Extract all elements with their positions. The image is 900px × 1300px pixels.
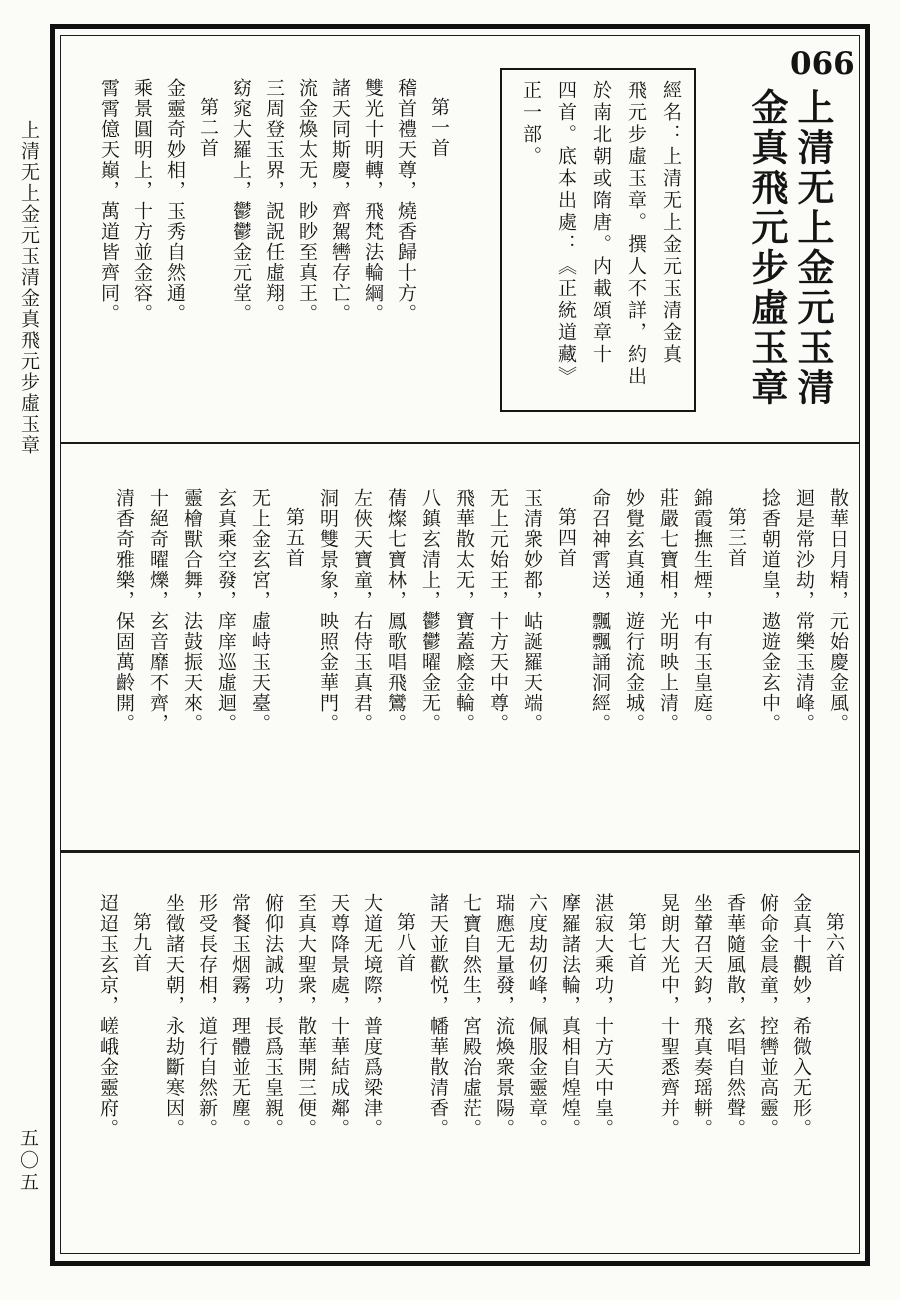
margin-running-title: 上清无上金元玉清金真飛元步虛玉章 (18, 120, 40, 456)
text-column: 三周登玉界，詋詋任虛翔。 (263, 78, 285, 324)
poem-header: 第八首 (394, 912, 416, 974)
scripture-title (744, 88, 836, 428)
text-column: 金真十觀妙，希微入无形。 (790, 893, 812, 1139)
text-column: 无上元始王，十方天中尊。 (487, 488, 509, 734)
poem-header: 第一首 (428, 97, 450, 159)
abstract-box (500, 68, 696, 412)
text-column: 常餐玉烟霧，理體並无塵。 (229, 893, 251, 1139)
text-column: 飛華散太无，寶蓋廕金輪。 (453, 488, 475, 734)
text-column: 稽首禮天尊，燒香歸十方。 (395, 78, 417, 324)
text-column: 諸天同斯慶，齊駕轡存亡。 (329, 78, 351, 324)
text-column: 散華日月精，元始慶金風。 (827, 488, 849, 734)
text-column: 霄霄億天巔，萬道皆齊同。 (98, 78, 120, 324)
poem-header: 第三首 (725, 507, 747, 569)
text-column: 俯命金晨童，控轡並高靈。 (757, 893, 779, 1139)
text-column: 乘景圓明上，十方並金容。 (131, 78, 153, 324)
text-column: 流金煥太无，眇眇至真王。 (296, 78, 318, 324)
text-column: 於南北朝或隋唐。内載頌章十 (590, 80, 612, 366)
text-column: 形受長存相，道行自然新。 (196, 893, 218, 1139)
text-column: 窈窕大羅上，鬱鬱金元堂。 (230, 78, 252, 324)
text-column: 妙覺玄真通，遊行流金城。 (623, 488, 645, 734)
text-column: 八鎮玄清上，鬱鬱曜金无。 (419, 488, 441, 734)
text-column: 香華隨風散，玄唱自然聲。 (724, 893, 746, 1139)
text-column: 迢迢玉玄京，嵯峨金靈府。 (97, 893, 119, 1139)
poem-header: 第二首 (197, 97, 219, 159)
text-column: 玄真乘空發，庠庠巡虛迴。 (215, 488, 237, 734)
poem-header: 第六首 (823, 912, 845, 974)
poem-header: 第九首 (130, 912, 152, 974)
abstract-text (502, 70, 694, 410)
text-column: 无上金玄宮，虛峙玉天臺。 (249, 488, 271, 734)
text-column: 正一部。 (520, 80, 542, 168)
text-column: 晃朗大光中，十聖悉齊并。 (658, 893, 680, 1139)
text-column: 錦霞撫生煙，中有玉皇庭。 (691, 488, 713, 734)
text-column: 左俠天寶童，右侍玉真君。 (351, 488, 373, 734)
text-column: 清香奇雅樂，保固萬齡開。 (113, 488, 135, 734)
poem-header: 第四首 (555, 507, 577, 569)
text-column: 坐輦召天鈞，飛真奏瑶軿。 (691, 893, 713, 1139)
text-column: 七寶自然生，宮殿治虛茫。 (460, 893, 482, 1139)
poem-section-bottom (91, 893, 850, 1183)
text-column: 四首。底本出處：《正統道藏》 (555, 80, 577, 388)
text-column: 瑞應无量發，流煥衆景陽。 (493, 893, 515, 1139)
text-column: 俯仰法誠功，長爲玉皇親。 (262, 893, 284, 1139)
text-column: 六度劫仞峰，佩服金靈章。 (526, 893, 548, 1139)
text-column: 坐徵諸天朝，永劫斷寒因。 (163, 893, 185, 1139)
text-column: 十絕奇曜爍，玄音靡不齊， (147, 488, 169, 734)
text-column: 玉清衆妙都，岵誕羅天端。 (521, 488, 543, 734)
text-column: 諸天並歡悦，幡華散清香。 (427, 893, 449, 1139)
text-column: 洞明雙景象，映照金華門。 (317, 488, 339, 734)
stamp-number: 066 (790, 46, 855, 82)
text-column: 湛寂大乘功，十方天中皇。 (592, 893, 614, 1139)
poem-section-top (92, 78, 455, 368)
text-column: 迴是常沙劫，常樂玉清峰。 (793, 488, 815, 734)
text-column: 大道无境際，普度爲梁津。 (361, 893, 383, 1139)
title-column: 上清无上金元玉清 (791, 88, 835, 408)
text-column: 命召神霄送，飄飄誦洞經。 (589, 488, 611, 734)
folio-page-number: 五〇五 (17, 1128, 39, 1194)
text-column: 天尊降景處，十華結成鄰。 (328, 893, 350, 1139)
text-column: 飛元步虛玉章。撰人不詳，約出 (625, 80, 647, 388)
text-column: 莊嚴七寶相，光明映上清。 (657, 488, 679, 734)
poem-header: 第七首 (625, 912, 647, 974)
text-column: 蒨燦七寶林，鳳歌唱飛鸞。 (385, 488, 407, 734)
section-divider (61, 850, 859, 853)
text-column: 摩羅諸法輪，真相自煌煌。 (559, 893, 581, 1139)
text-column: 經名：上清无上金元玉清金真 (660, 80, 682, 366)
text-column: 至真大聖衆，散華開三便。 (295, 893, 317, 1139)
section-divider (61, 442, 859, 444)
poem-header: 第五首 (283, 507, 305, 569)
text-column: 金靈奇妙相，玉秀自然通。 (164, 78, 186, 324)
text-column: 捻香朝道皇，遨遊金玄中。 (759, 488, 781, 734)
text-column: 雙光十明轉，飛梵法輪綱。 (362, 78, 384, 324)
poem-section-middle (107, 488, 855, 778)
title-column: 金真飛元步虛玉章 (745, 88, 789, 408)
text-column: 靈檜獸合舞，法鼓振天來。 (181, 488, 203, 734)
